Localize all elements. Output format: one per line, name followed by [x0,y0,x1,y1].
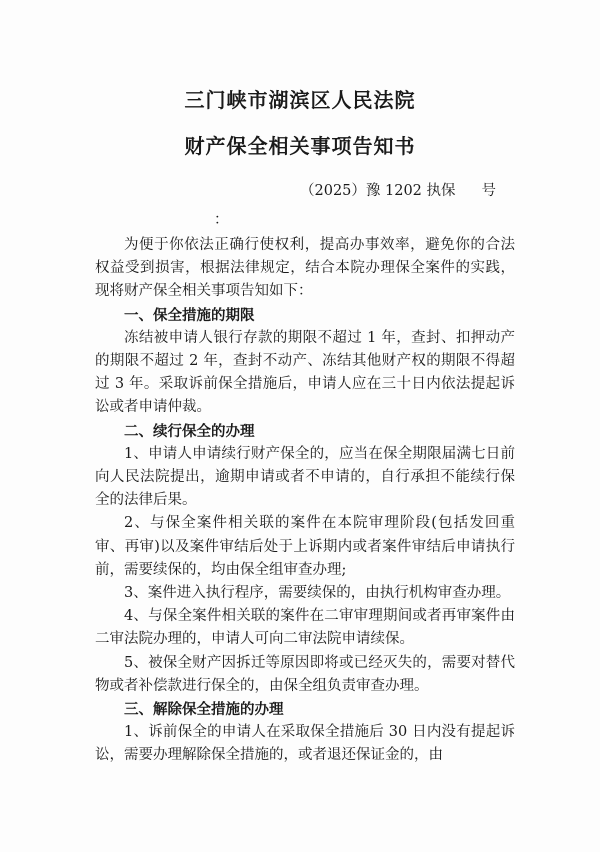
court-name: 三门峡市湖滨区人民法院 [184,88,416,112]
section-paragraph: 1、申请人申请续行财产保全的，应当在保全期限届满七日前向人民法院提出，逾期申请或者不申请的，自行承担不能续行保全的法律后果。 [95,445,515,509]
section-paragraph: 3、案件进入执行程序，需要续保的，由执行机构审查办理。 [124,585,511,602]
section-heading: 一、保全措施的期限 [124,306,255,324]
section-heading: 二、续行保全的办理 [124,422,255,440]
section-paragraph: 2、与保全案件相关联的案件在本院审理阶段(包括发回重审、再审)以及案件审结后处于上诉期内或者案件审结后申请执行前，需要续保的，均由保全组审查办理; [95,515,515,578]
intro-paragraph: 为便于你依法正确行使权利，提高办事效率，避免你的合法权益受到损害，根据法律规定，结合本院办理保全案件的实践，现将财产保全相关事项告知如下： [95,237,515,300]
case-number [300,179,510,200]
section-paragraph: 冻结被申请人银行存款的期限不超过 1 年，查封、扣押动产的期限不超过 2 年，查封不动产、冻结其他财产权的期限不得超过 3 年。采取诉前保全措施后，申请人应在三十日内依法提起诉讼或者申请仲裁。 [95,329,515,416]
section-heading: 三、解除保全措施的办理 [124,701,284,719]
section-paragraph: 1、诉前保全的申请人在采取保全措施后 30 日内没有提起诉讼，需要办理解除保全措施的，或者退还保证金的，由 [95,724,515,764]
case-number-suffix: 号 [481,183,497,199]
section-paragraph: 5、被保全财产因拆迁等原因即将或已经灭失的，需要对替代物或者补偿款进行保全的，由保全组负责审查办理。 [95,654,515,694]
case-number-text: （2025）豫 1202 执保 [300,183,456,199]
section-paragraph: 4、与保全案件相关联的案件在二审审理期间或者再审案件由二审法院办理的，申请人可向二审法院申请续保。 [95,608,515,648]
recipient-line: ： [214,212,229,228]
document-title: 财产保全相关事项告知书 [184,134,416,158]
document-body [95,234,515,768]
